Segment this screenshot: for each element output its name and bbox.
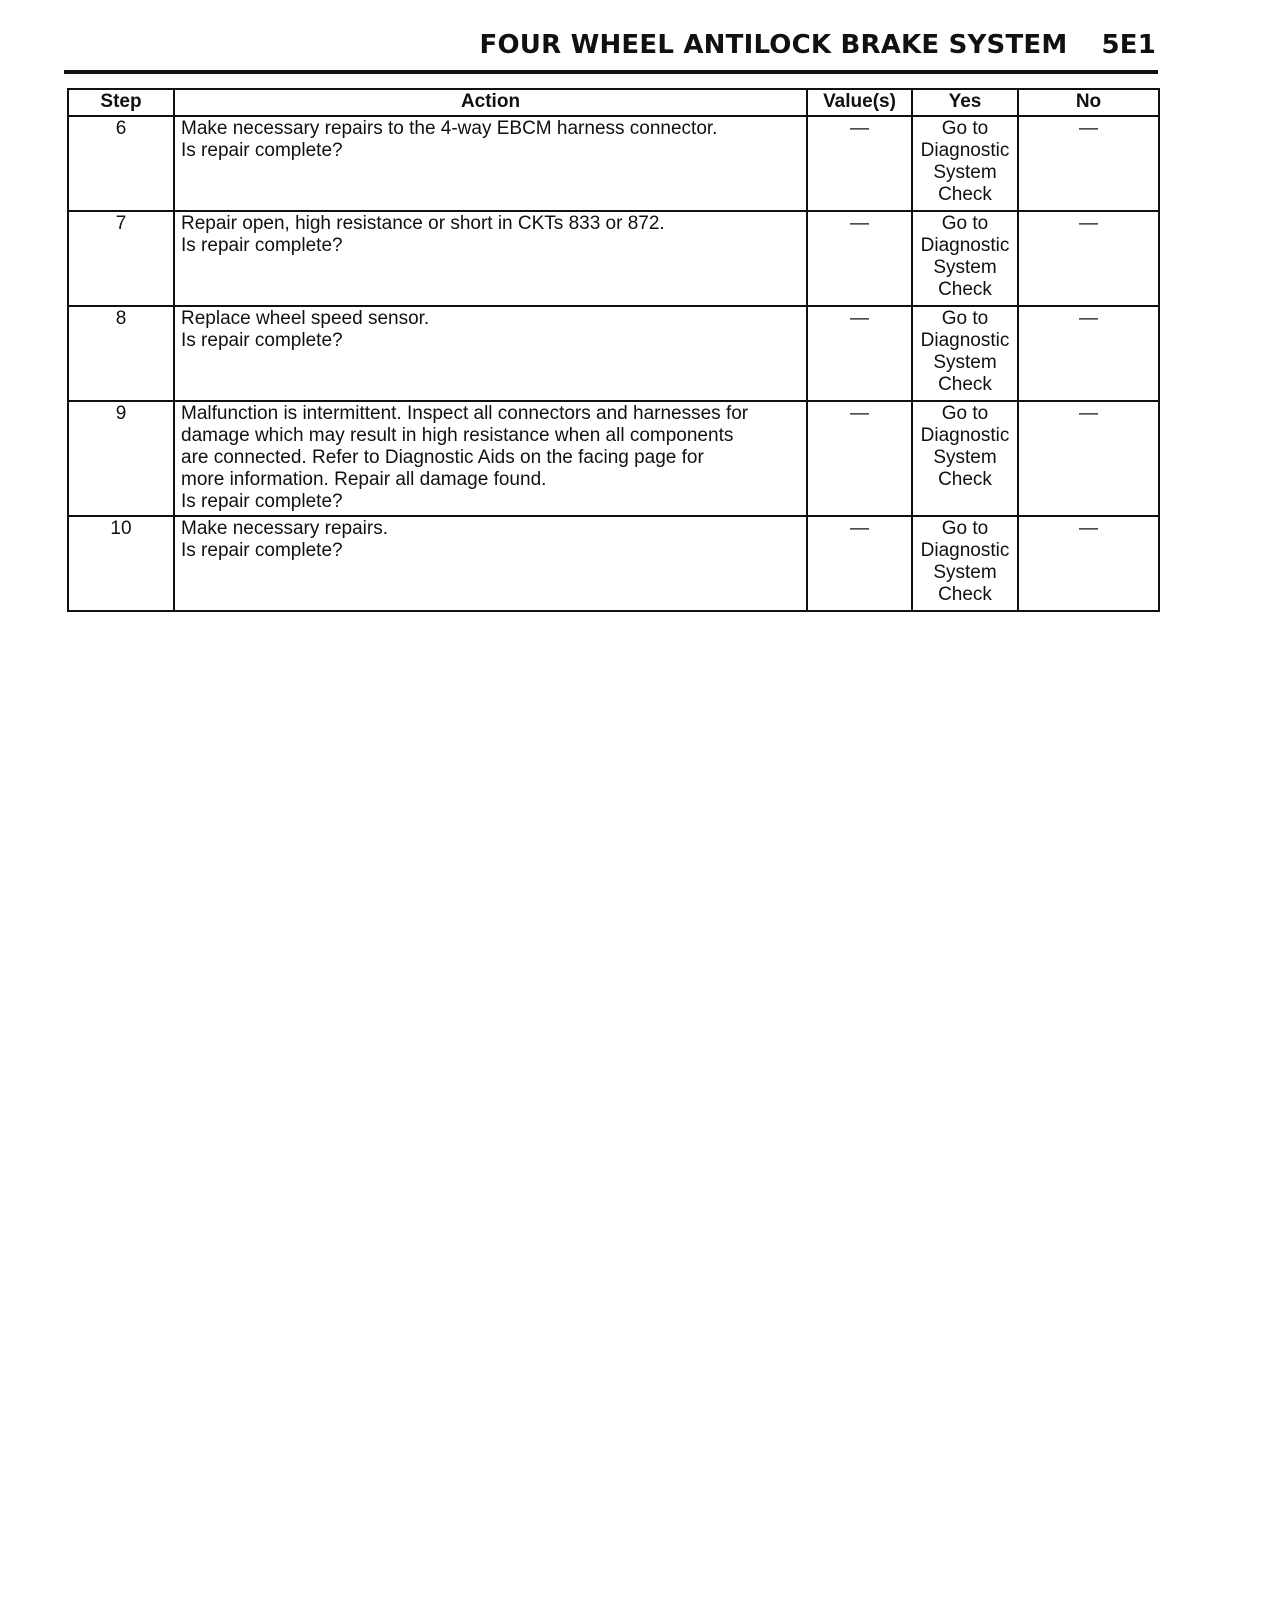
page-title: FOUR WHEEL ANTILOCK BRAKE SYSTEM [479,30,1068,60]
step-number: 10 [68,516,174,611]
yes-cell: Go to Diagnostic System Check [912,306,1018,401]
header-rule [64,70,1158,74]
column-header-step: Step [68,89,174,116]
step-number: 6 [68,116,174,211]
table-row [68,401,1159,516]
value-cell: — [807,306,912,401]
no-cell: — [1018,516,1159,611]
action-text: Make necessary repairs. Is repair complete? [174,516,807,611]
column-header-values: Value(s) [807,89,912,116]
yes-cell: Go to Diagnostic System Check [912,401,1018,516]
action-text: Make necessary repairs to the 4-way EBCM harness connector. Is repair complete? [174,116,807,211]
column-header-action: Action [174,89,807,116]
diagnostic-table [67,88,1160,612]
action-text: Malfunction is intermittent. Inspect all connectors and harnesses for damage which may result in high resistance when all components are connected. Refer to Diagnostic Aids on the facing page for more information. Repair all damage found. Is repair complete? [174,401,807,516]
column-header-yes: Yes [912,89,1018,116]
step-number: 7 [68,211,174,306]
value-cell: — [807,211,912,306]
value-cell: — [807,516,912,611]
action-text: Replace wheel speed sensor. Is repair complete? [174,306,807,401]
yes-cell: Go to Diagnostic System Check [912,211,1018,306]
step-number: 9 [68,401,174,516]
value-cell: — [807,401,912,516]
step-number: 8 [68,306,174,401]
yes-cell: Go to Diagnostic System Check [912,116,1018,211]
page-header [480,30,1156,60]
table-header-row [68,89,1159,116]
no-cell: — [1018,116,1159,211]
table-row [68,116,1159,211]
table-row [68,306,1159,401]
no-cell: — [1018,306,1159,401]
yes-cell: Go to Diagnostic System Check [912,516,1018,611]
no-cell: — [1018,401,1159,516]
value-cell: — [807,116,912,211]
action-text: Repair open, high resistance or short in CKTs 833 or 872. Is repair complete? [174,211,807,306]
column-header-no: No [1018,89,1159,116]
table-row [68,516,1159,611]
no-cell: — [1018,211,1159,306]
table-row [68,211,1159,306]
section-number: 5E1 [1101,30,1156,60]
